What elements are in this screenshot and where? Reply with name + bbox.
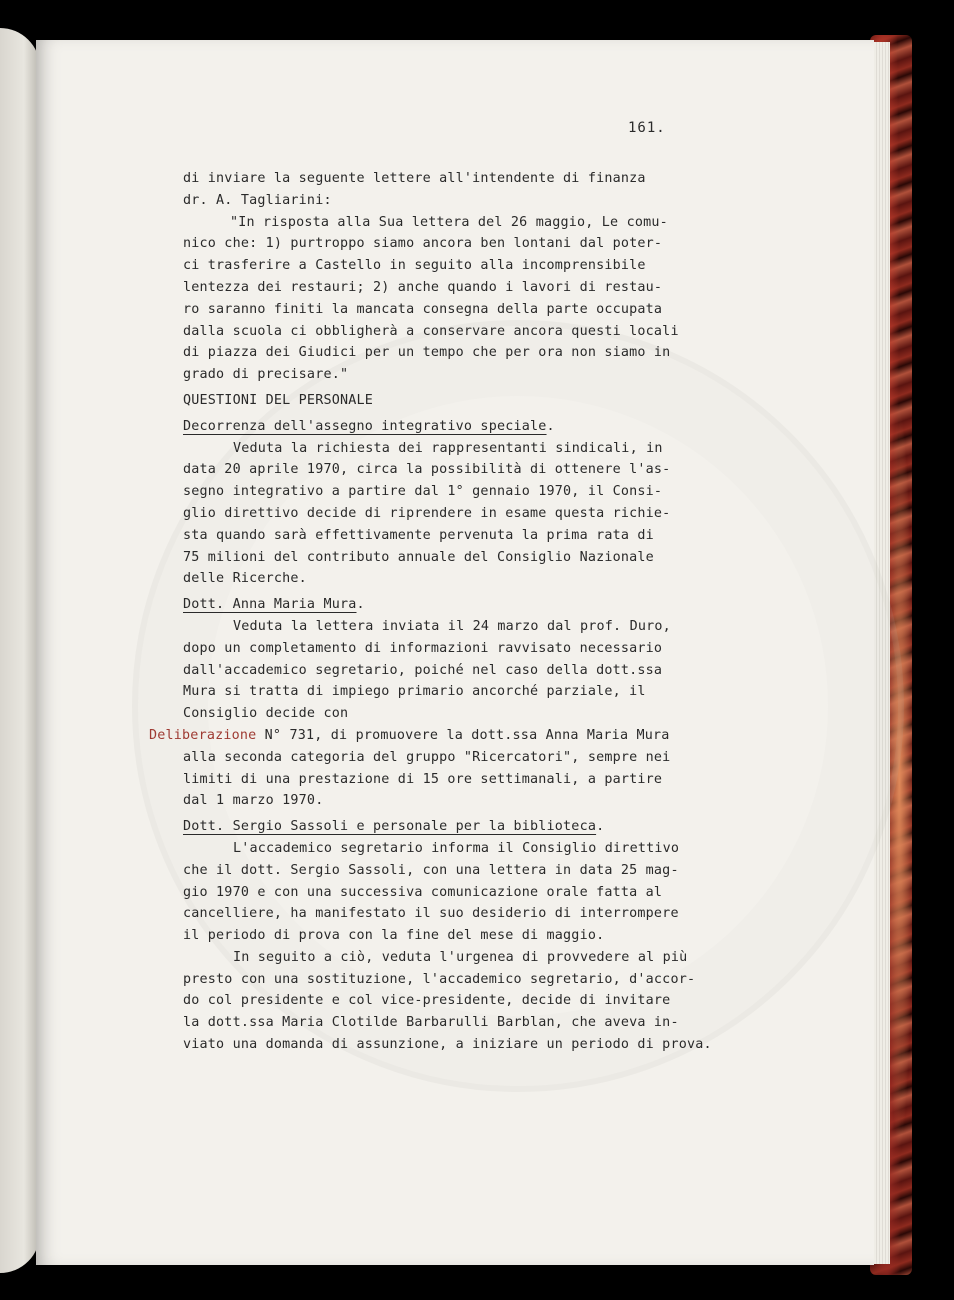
subheading <box>183 416 763 438</box>
text-line: Veduta la lettera inviata il 24 marzo dal prof. Duro, <box>233 618 671 634</box>
text-line: che il dott. Sergio Sassoli, con una lettera in data 25 mag- <box>183 862 679 878</box>
text-line: lentezza dei restauri; 2) anche quando i lavori di restau- <box>183 279 663 295</box>
text-line: sta quando sarà effettivamente pervenuta la prima rata di <box>183 527 654 543</box>
text-line: ro saranno finiti la mancata consegna della parte occupata <box>183 301 663 317</box>
deliberation-label: Deliberazione <box>149 727 257 743</box>
text-line: presto con una sostituzione, l'accademico segretario, d'accor- <box>183 971 696 987</box>
left-page-edge <box>0 28 40 1273</box>
text-line: L'accademico segretario informa il Consiglio direttivo <box>233 840 680 856</box>
text-line: alla seconda categoria del gruppo "Ricercatori", sempre nei <box>183 749 671 765</box>
subheading-end: . <box>596 819 605 835</box>
text-line: "In risposta alla Sua lettera del 26 maggio, Le comu- <box>230 214 668 230</box>
text-line: dal 1 marzo 1970. <box>183 793 324 809</box>
text-line: do col presidente e col vice-presidente, decide di invitare <box>183 993 671 1009</box>
text-line: di inviare la seguente lettere all'intendente di finanza <box>183 171 646 186</box>
text-line: il periodo di prova con la fine del mese di maggio. <box>183 928 605 944</box>
text-line: la dott.ssa Maria Clotilde Barbarulli Barblan, che aveva in- <box>183 1015 679 1031</box>
subheading-text: Dott. Sergio Sassoli e personale per la biblioteca <box>183 819 597 835</box>
deliberation-number: N° 731, <box>264 727 323 743</box>
document-body <box>149 168 763 1056</box>
text-line: cancelliere, ha manifestato il suo desiderio di interrompere <box>183 906 679 922</box>
section-title: QUESTIONI DEL PERSONALE <box>183 392 374 408</box>
subheading-end: . <box>546 418 555 434</box>
text-line: Mura si tratta di impiego primario ancorché parziale, il <box>183 684 646 700</box>
text-line: segno integrativo a partire dal 1° gennaio 1970, il Consi- <box>183 484 663 500</box>
text-line: data 20 aprile 1970, circa la possibilità di ottenere l'as- <box>183 462 671 478</box>
text-line: In seguito a ciò, veduta l'urgenea di provvedere al più <box>233 949 688 965</box>
text-line: dall'accademico segretario, poiché nel caso della dott.ssa <box>183 662 663 678</box>
text-line: Veduta la richiesta dei rappresentanti sindicali, in <box>233 440 663 456</box>
text-line: glio direttivo decide di riprendere in esame questa richie- <box>183 505 671 521</box>
subheading-text: Dott. Anna Maria Mura <box>183 597 357 613</box>
text-line: di piazza dei Giudici per un tempo che per ora non siamo in <box>183 345 671 361</box>
page-number: 161. <box>628 120 666 136</box>
text-line: delle Ricerche. <box>183 571 307 587</box>
subheading-end: . <box>356 597 365 613</box>
text-line: grado di precisare." <box>183 367 349 383</box>
text-line: viato una domanda di assunzione, a iniziare un periodo di prova. <box>183 1037 712 1053</box>
subheading-text: Decorrenza dell'assegno integrativo speciale <box>183 418 547 434</box>
text-line: 75 milioni del contributo annuale del Consiglio Nazionale <box>183 549 654 565</box>
deliberation-text: di promuovere la dott.ssa Anna Maria Mura <box>330 727 670 743</box>
deliberation-line <box>149 725 763 747</box>
text-line: dr. A. Tagliarini: <box>183 192 332 208</box>
subheading <box>183 816 763 838</box>
text-line: Consiglio decide con <box>183 706 349 722</box>
text-line: gio 1970 e con una successiva comunicazione orale fatta al <box>183 884 663 900</box>
subheading <box>183 594 763 616</box>
text-line: ci trasferire a Castello in seguito alla incomprensibile <box>183 258 646 274</box>
text-line: nico che: 1) purtroppo siamo ancora ben lontani dal poter- <box>183 236 663 252</box>
text-line: dopo un completamento di informazioni ravvisato necessario <box>183 640 663 656</box>
text-line: limiti di una prestazione di 15 ore settimanali, a partire <box>183 771 663 787</box>
text-line: dalla scuola ci obbligherà a conservare ancora questi locali <box>183 323 679 339</box>
